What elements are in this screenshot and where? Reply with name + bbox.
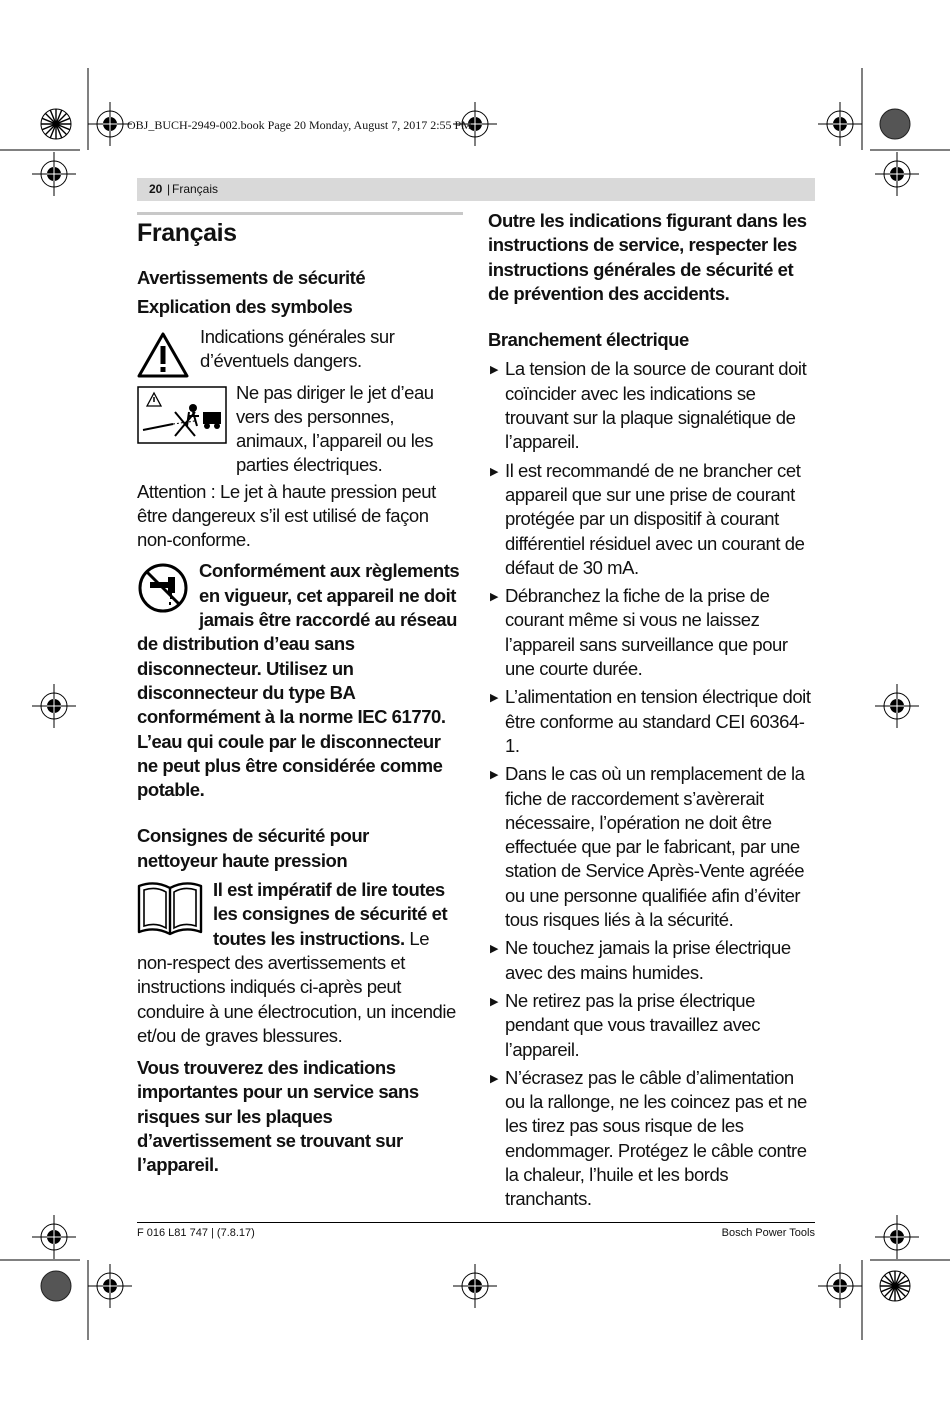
symbol-warning-text: Indications générales sur d’éventuels dangers.	[200, 325, 395, 371]
symbol-no-spray	[137, 381, 463, 480]
page-header	[137, 178, 815, 201]
list-item: ▶ Débranchez la fiche de la prise de courant même si vous ne laissez l’appareil sans surveillance que pour une courte durée.	[488, 584, 815, 681]
left-column	[137, 212, 463, 1178]
consignes-bold: Il est impératif de lire toutes les consignes de sécurité et toutes les instructions.	[213, 879, 448, 949]
footer-brand: Bosch Power Tools	[721, 1227, 815, 1239]
symbol-no-spray-text: Ne pas diriger le jet d’eau vers des personnes, animaux, l’appareil ou les parties électriques.	[236, 381, 434, 476]
list-item: ▶ Ne retirez pas la prise électrique pendant que vous travaillez avec l’appareil.	[488, 989, 815, 1062]
footer-rule	[137, 1222, 815, 1223]
page-number: 20	[149, 182, 163, 196]
heading-branchement: Branchement électrique	[488, 329, 689, 351]
no-spray-icon	[137, 386, 227, 450]
electrical-list	[488, 357, 815, 1211]
plaques-text: Vous trouverez des indications importantes pour un service sans risques sur les plaques d’avertissement se trouvant sur l’appareil.	[137, 1057, 419, 1176]
heading-symbols: Explication des symboles	[137, 296, 353, 318]
symbol-no-tap-text: Conformément aux règlements en vigueur, cet appareil ne doit jamais être raccordé au réseau de distribution d’eau sans disconnecteur. Utilisez un disconnecteur du type BA conformément à la norme IEC 61770. L’eau qui coule par le disconnecteur ne peut plus être considérée comme potable.	[137, 560, 460, 801]
title-rule	[137, 212, 463, 215]
warning-triangle-icon	[137, 331, 189, 385]
list-item: ▶ N’écrasez pas le câble d’alimentation ou la rallonge, ne les coincez pas et ne les tirez pas sous risque de les endommager. Protégez le câble contre la chaleur, l’huile et les bords tranchants.	[488, 1066, 815, 1212]
consignes-block	[137, 878, 463, 1048]
header-separator: |	[167, 182, 171, 196]
page-title: Français	[137, 219, 237, 247]
symbol-warning	[137, 325, 463, 377]
print-slug: OBJ_BUCH-2949-002.book Page 20 Monday, August 7, 2017 2:55 PM	[127, 118, 472, 132]
no-tap-icon	[137, 562, 189, 620]
heading-safety: Avertissements de sécurité	[137, 267, 366, 288]
consignes-rest: Le non-respect des avertissements et instructions indiqués ci-après peut conduire à une électrocution, un incendie et/ou de graves blessures.	[137, 927, 456, 1046]
manual-book-icon	[137, 880, 203, 942]
footer-doc-number: F 016 L81 747 | (7.8.17)	[137, 1227, 255, 1239]
symbol-no-spray-note: Attention : Le jet à haute pression peut être dangereux s’il est utilisé de façon non-conforme.	[137, 480, 436, 551]
header-section: Français	[172, 182, 219, 196]
heading-consignes: Consignes de sécurité pour nettoyeur haute pression	[137, 825, 369, 871]
list-item: ▶ L’alimentation en tension électrique doit être conforme au standard CEI 60364-1.	[488, 685, 815, 758]
symbol-no-tap	[137, 559, 463, 802]
intro-text: Outre les indications figurant dans les instructions de service, respecter les instructions générales de sécurité et de prévention des accidents.	[488, 210, 807, 304]
list-item: ▶ La tension de la source de courant doit coïncider avec les indications se trouvant sur la plaque signalétique de l’appareil.	[488, 357, 815, 454]
list-item: ▶ Il est recommandé de ne brancher cet appareil que sur une prise de courant protégée par un dispositif à courant différentiel résiduel avec un courant de défaut de 30 mA.	[488, 459, 815, 580]
right-column	[488, 209, 815, 1216]
list-item: ▶ Ne touchez jamais la prise électrique avec des mains humides.	[488, 936, 815, 985]
list-item: ▶ Dans le cas où un remplacement de la fiche de raccordement s’avèrerait nécessaire, l’opération ne doit être effectuée que par le fabricant, par une station de Service Après-Vente agréée ou une personne qualifiée afin d’éviter tous risques liés à la sécurité.	[488, 762, 815, 932]
